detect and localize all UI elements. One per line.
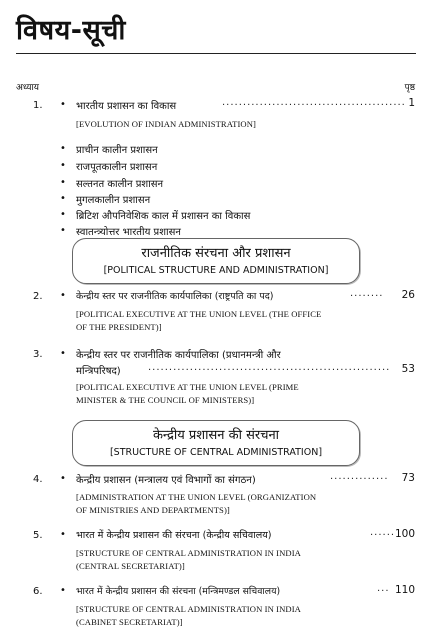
page-number[interactable]: 1 [408, 97, 415, 109]
bullet-icon: • [60, 99, 66, 110]
chapter-number: 6. [33, 586, 43, 597]
section-heading-box [72, 238, 360, 284]
bullet-icon: • [60, 225, 66, 236]
leader-dots: ... [377, 583, 390, 594]
page-number[interactable]: 73 [401, 472, 415, 484]
bullet-icon: • [60, 585, 66, 596]
page-number[interactable]: 26 [401, 289, 415, 301]
chapter-number: 1. [33, 100, 43, 111]
chapter-english-title: [STRUCTURE OF CENTRAL ADMINISTRATION IN INDIA [76, 604, 301, 614]
chapter-title[interactable]: केन्द्रीय प्रशासन (मन्त्रालय एवं विभागों का संगठन) [76, 475, 256, 486]
page-column-header: पृष्ठ [404, 83, 415, 93]
bullet-icon: • [60, 290, 66, 301]
chapter-title[interactable]: केन्द्रीय स्तर पर राजनीतिक कार्यपालिका (प्रधानमन्त्री और [76, 350, 281, 361]
subitem: राजपूतकालीन प्रशासन [76, 162, 158, 173]
chapter-english-title: [EVOLUTION OF INDIAN ADMINISTRATION] [76, 119, 256, 129]
chapter-english-title: (CENTRAL SECRETARIAT)] [76, 561, 185, 571]
section-heading-box [72, 420, 360, 466]
bullet-icon: • [60, 160, 66, 171]
subitem: ब्रिटिश औपनिवेशिक काल में प्रशासन का विकास [76, 211, 251, 222]
subitem: प्राचीन कालीन प्रशासन [76, 145, 158, 156]
section-title-english: [STRUCTURE OF CENTRAL ADMINISTRATION] [109, 447, 323, 458]
chapter-english-title: [POLITICAL EXECUTIVE AT THE UNION LEVEL (THE OFFICE [76, 309, 322, 319]
leader-dots: ........ [350, 288, 384, 299]
leader-dots: ...... [370, 527, 396, 538]
chapter-english-title: [POLITICAL EXECUTIVE AT THE UNION LEVEL (PRIME [76, 382, 299, 392]
chapter-title[interactable]: भारत में केन्द्रीय प्रशासन की संरचना (केन्द्रीय सचिवालय) [76, 530, 272, 541]
chapter-english-title: [ADMINISTRATION AT THE UNION LEVEL (ORGANIZATION [76, 492, 317, 502]
section-title-hindi: केन्द्रीय प्रशासन की संरचना [152, 428, 280, 443]
leader-dots: ............................................ [222, 97, 406, 108]
page-title: विषय-सूची [16, 15, 126, 46]
bullet-icon: • [60, 348, 66, 359]
bullet-icon: • [60, 209, 66, 220]
bullet-icon: • [60, 143, 66, 154]
chapter-number: 2. [33, 291, 43, 302]
chapter-title[interactable]: भारतीय प्रशासन का विकास [76, 101, 177, 112]
bullet-icon: • [60, 193, 66, 204]
leader-dots: .......................................................... [148, 362, 391, 373]
section-title-hindi: राजनीतिक संरचना और प्रशासन [141, 246, 291, 261]
chapter-title-continued[interactable]: मन्त्रिपरिषद) [76, 366, 121, 377]
chapter-english-title: OF MINISTRIES AND DEPARTMENTS)] [76, 505, 230, 515]
chapter-english-title: [STRUCTURE OF CENTRAL ADMINISTRATION IN INDIA [76, 548, 301, 558]
chapter-title[interactable]: भारत में केन्द्रीय प्रशासन की संरचना (मन्त्रिमण्डल सचिवालय) [76, 586, 281, 597]
bullet-icon: • [60, 473, 66, 484]
chapter-number: 4. [33, 474, 43, 485]
title-divider [16, 53, 416, 54]
chapter-number: 5. [33, 530, 43, 541]
subitem: मुगलकालीन प्रशासन [76, 195, 151, 206]
chapter-column-header: अध्याय [16, 83, 40, 93]
bullet-icon: • [60, 177, 66, 188]
chapter-number: 3. [33, 349, 43, 360]
section-title-english: [POLITICAL STRUCTURE AND ADMINISTRATION] [103, 265, 329, 276]
chapter-english-title: (CABINET SECRETARIAT)] [76, 617, 183, 627]
chapter-english-title: MINISTER & THE COUNCIL OF MINISTERS)] [76, 395, 255, 405]
bullet-icon: • [60, 529, 66, 540]
page-number[interactable]: 53 [401, 363, 415, 375]
page-number[interactable]: 100 [394, 528, 415, 540]
leader-dots: .............. [330, 471, 389, 482]
subitem: स्वातन्त्र्योत्तर भारतीय प्रशासन [76, 227, 181, 238]
chapter-title[interactable]: केन्द्रीय स्तर पर राजनीतिक कार्यपालिका (राष्ट्रपति का पद) [76, 291, 274, 302]
chapter-english-title: OF THE PRESIDENT)] [76, 322, 162, 332]
subitem: सल्तनत कालीन प्रशासन [76, 179, 164, 190]
page-number[interactable]: 110 [394, 584, 415, 596]
